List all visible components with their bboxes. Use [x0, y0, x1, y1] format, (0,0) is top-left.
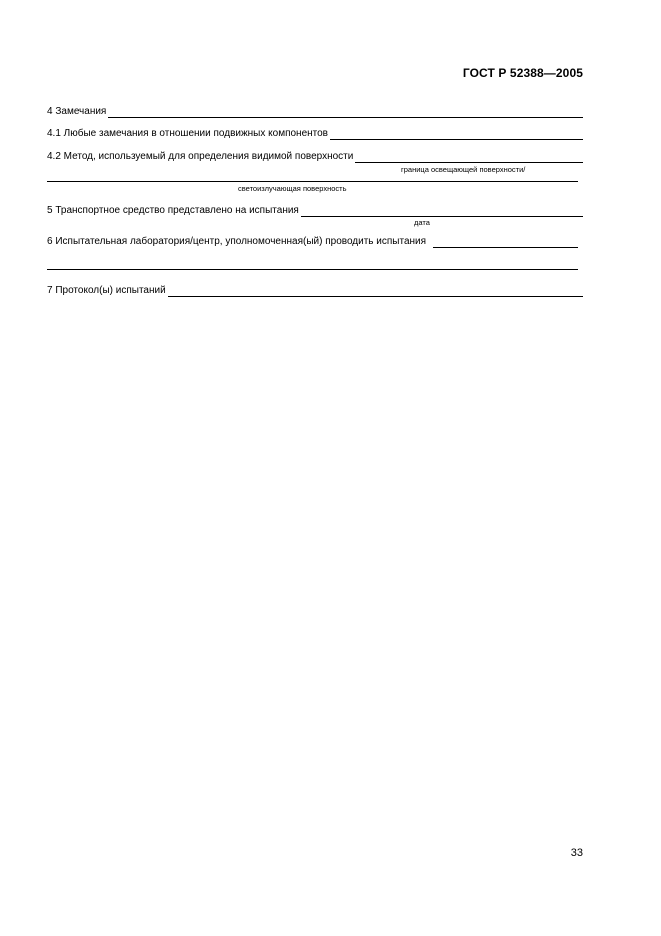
visible-surface-method-label: 4.2 Метод, используемый для определения видимой поверхности: [47, 151, 354, 162]
test-reports-fill-line[interactable]: [168, 287, 583, 297]
test-reports-label: 7 Протокол(ы) испытаний: [47, 285, 166, 296]
visible-surface-method-fill-line[interactable]: [355, 153, 583, 163]
form-row-remarks: [47, 106, 583, 118]
form-row-moving-components: [47, 128, 583, 140]
moving-components-fill-line[interactable]: [330, 130, 583, 140]
vehicle-submitted-date-line[interactable]: [301, 207, 583, 217]
illuminating-surface-caption: граница освещающей поверхности/: [401, 165, 526, 174]
form-row-test-laboratory: [47, 236, 578, 248]
test-laboratory-label: 6 Испытательная лаборатория/центр, уполномоченная(ый) проводить испытания: [47, 236, 427, 247]
test-laboratory-fill-line[interactable]: [433, 238, 578, 248]
form-row-vehicle-submitted: [47, 205, 583, 217]
light-emitting-surface-caption: светоизлучающая поверхность: [238, 184, 347, 193]
form-row-test-reports: [47, 285, 583, 297]
page-number: 33: [570, 847, 583, 859]
remarks-label: 4 Замечания: [47, 106, 107, 117]
date-caption: дата: [414, 218, 430, 227]
visible-surface-continuation-line[interactable]: [47, 181, 578, 182]
moving-components-label: 4.1 Любые замечания в отношении подвижных компонентов: [47, 128, 328, 139]
vehicle-submitted-label: 5 Транспортное средство представлено на испытания: [47, 205, 299, 216]
document-id-header: ГОСТ Р 52388—2005: [462, 66, 583, 80]
test-laboratory-continuation-line[interactable]: [47, 269, 578, 270]
form-row-visible-surface-method: [47, 151, 583, 163]
remarks-fill-line[interactable]: [108, 108, 583, 118]
